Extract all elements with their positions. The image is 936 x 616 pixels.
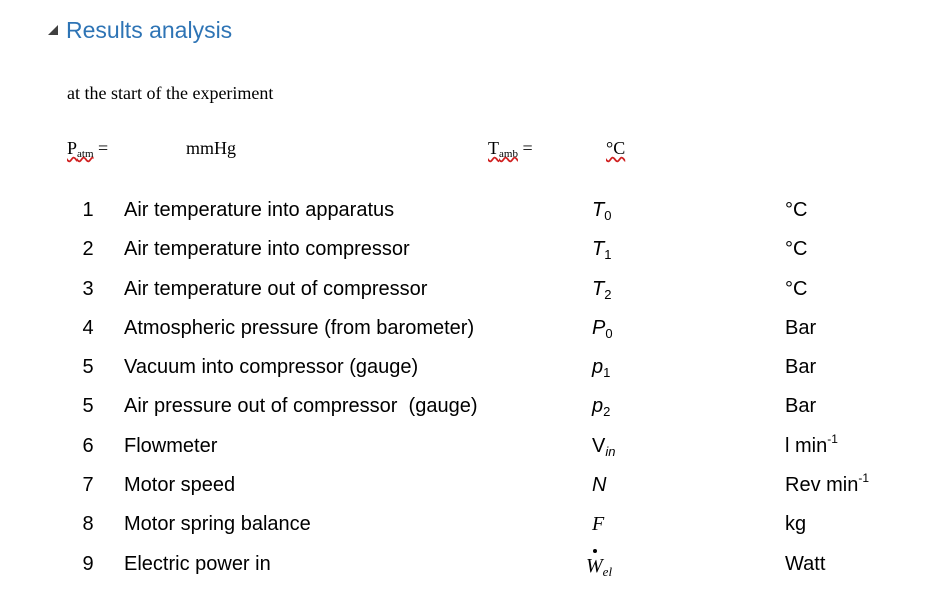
tamb-unit: °C: [606, 138, 626, 158]
row-number: 5: [82, 395, 94, 418]
row-unit: Bar: [785, 395, 817, 418]
row-number: 6: [82, 434, 94, 457]
row-symbol: $V_{in}$: [592, 434, 616, 459]
row-symbol: $p_2$: [592, 395, 611, 420]
row-description: Air temperature out of compressor: [124, 277, 428, 300]
row-number: 7: [82, 474, 94, 497]
table-row: [0, 427, 936, 466]
row-number: 9: [82, 552, 94, 575]
row-unit: °C: [785, 277, 808, 300]
intro-text: at the start of the experiment: [67, 83, 274, 103]
patm-label: $P_{atm}$ =: [67, 138, 109, 160]
row-description: Air temperature into compressor: [124, 238, 410, 261]
row-description: Motor speed: [124, 474, 236, 497]
row-symbol: $T_0$: [592, 199, 612, 223]
row-unit: °C: [785, 199, 808, 221]
collapse-triangle-icon[interactable]: [48, 25, 58, 35]
row-number: 1: [82, 199, 94, 221]
row-symbol: $T_2$: [592, 277, 612, 302]
table-row: [0, 348, 936, 387]
measurement-table: [0, 191, 936, 584]
heading-title: Results analysis: [66, 16, 233, 43]
row-description: Electric power in: [124, 552, 271, 575]
row-symbol: $p_1$: [592, 356, 611, 381]
row-number: 5: [82, 356, 94, 379]
row-description: Vacuum into compressor (gauge): [124, 356, 419, 379]
row-symbol: $W_{el}$: [586, 554, 613, 579]
row-unit: Bar: [785, 356, 817, 379]
row-number: 8: [82, 513, 94, 536]
row-unit: °C: [785, 238, 808, 261]
row-symbol: F: [592, 513, 605, 536]
tamb-label: $T_{amb}$ =: [488, 138, 533, 160]
table-row: [0, 387, 936, 426]
row-number: 4: [82, 316, 94, 339]
row-description: Motor spring balance: [124, 513, 311, 536]
row-symbol: $T_1$: [592, 238, 612, 263]
row-unit: Rev $\min^{-1}$: [785, 471, 870, 497]
row-symbol: $P_0$: [592, 316, 613, 341]
row-number: 3: [82, 277, 94, 300]
row-description: Air pressure out of compressor (gauge): [124, 395, 478, 418]
section-heading: [48, 14, 232, 46]
row-description: Air temperature into apparatus: [124, 199, 395, 221]
table-row: [0, 505, 936, 544]
patm-unit: mmHg: [186, 138, 237, 158]
row-unit: Bar: [785, 316, 817, 339]
table-row: [0, 191, 936, 230]
row-unit: kg: [785, 513, 807, 536]
row-unit: Watt: [785, 552, 826, 575]
table-row: [0, 309, 936, 348]
table-row: [0, 270, 936, 309]
row-number: 2: [82, 238, 94, 261]
table-row: [0, 545, 936, 584]
table-row: [0, 466, 936, 505]
table-row: [0, 230, 936, 269]
row-unit: l $\min^{-1}$: [785, 431, 838, 457]
row-symbol: N: [592, 474, 607, 497]
row-description: Flowmeter: [124, 434, 218, 457]
row-description: Atmospheric pressure (from barometer): [124, 316, 475, 339]
